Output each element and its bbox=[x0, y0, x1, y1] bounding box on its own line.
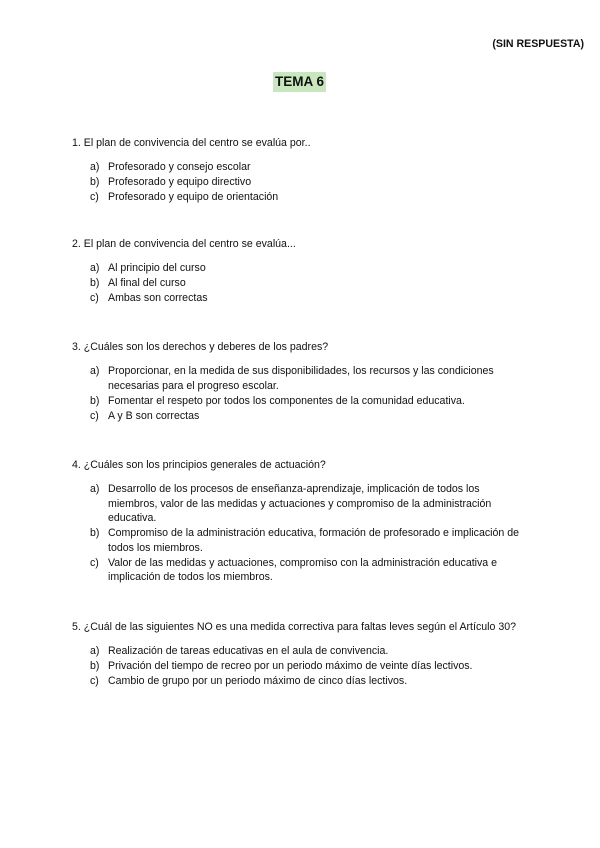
option-label: b) bbox=[90, 527, 100, 539]
option-a bbox=[72, 160, 530, 175]
option-label: a) bbox=[90, 365, 100, 377]
question-stem: 4. ¿Cuáles son los principios generales de actuación? bbox=[72, 459, 326, 471]
question-stem: 3. ¿Cuáles son los derechos y deberes de los padres? bbox=[72, 341, 329, 353]
option-text: Profesorado y consejo escolar bbox=[108, 161, 251, 173]
option-c bbox=[72, 556, 530, 585]
option-a bbox=[72, 261, 530, 276]
option-text: Desarrollo de los procesos de enseñanza-aprendizaje, implicación de todos los miembros, valor de las medidas y actuaciones y compromiso de la administración educativa. bbox=[108, 483, 492, 524]
question-stem: 1. El plan de convivencia del centro se evalúa por.. bbox=[72, 137, 311, 149]
question-stem: 5. ¿Cuál de las siguientes NO es una medida correctiva para faltas leves según el Artículo 30? bbox=[72, 621, 517, 633]
option-text: Fomentar el respeto por todos los componentes de la comunidad educativa. bbox=[108, 394, 465, 407]
option-text: Privación del tiempo de recreo por un periodo máximo de veinte días lectivos. bbox=[108, 660, 473, 672]
option-c bbox=[72, 674, 530, 689]
option-label: a) bbox=[90, 483, 100, 495]
question-4 bbox=[72, 458, 530, 585]
option-a bbox=[72, 482, 530, 526]
option-list bbox=[72, 482, 530, 585]
option-label: b) bbox=[90, 660, 100, 672]
option-list bbox=[72, 261, 530, 306]
option-c bbox=[72, 409, 530, 424]
no-answer-tag: (SIN RESPUESTA) bbox=[492, 38, 584, 50]
option-text: Valor de las medidas y actuaciones, compromiso con la administración educativa e implicación de todos los miembros. bbox=[108, 556, 498, 583]
option-b bbox=[72, 526, 530, 555]
option-text: Proporcionar, en la medida de sus disponibilidades, los recursos y las condiciones necesarias para el progreso escolar. bbox=[108, 365, 494, 392]
option-label: c) bbox=[90, 409, 99, 422]
question-2 bbox=[72, 237, 530, 306]
option-text: A y B son correctas bbox=[108, 409, 200, 422]
option-text: Realización de tareas educativas en el aula de convivencia. bbox=[108, 645, 389, 657]
option-label: a) bbox=[90, 161, 100, 173]
option-label: c) bbox=[90, 556, 99, 569]
option-a bbox=[72, 644, 530, 659]
option-text: Ambas son correctas bbox=[108, 292, 208, 304]
option-text: Profesorado y equipo directivo bbox=[108, 176, 252, 188]
question-1 bbox=[72, 136, 530, 205]
option-c bbox=[72, 291, 530, 306]
option-label: b) bbox=[90, 277, 100, 289]
question-3 bbox=[72, 340, 530, 424]
question-5 bbox=[72, 620, 530, 689]
option-label: c) bbox=[90, 191, 99, 203]
option-list bbox=[72, 644, 530, 689]
option-text: Profesorado y equipo de orientación bbox=[108, 191, 279, 203]
option-text: Al final del curso bbox=[108, 277, 186, 289]
option-b bbox=[72, 276, 530, 291]
option-text: Al principio del curso bbox=[108, 262, 206, 274]
option-list bbox=[72, 160, 530, 205]
option-a bbox=[72, 364, 530, 393]
question-stem: 2. El plan de convivencia del centro se evalúa... bbox=[72, 238, 296, 250]
option-b bbox=[72, 659, 530, 674]
option-label: a) bbox=[90, 645, 100, 657]
option-text: Cambio de grupo por un periodo máximo de cinco días lectivos. bbox=[108, 675, 408, 687]
option-b bbox=[72, 394, 530, 409]
option-label: a) bbox=[90, 262, 100, 274]
option-label: b) bbox=[90, 394, 100, 407]
option-b bbox=[72, 175, 530, 190]
page-title: TEMA 6 bbox=[273, 72, 326, 92]
option-label: c) bbox=[90, 292, 99, 304]
option-list bbox=[72, 364, 530, 423]
option-label: c) bbox=[90, 675, 99, 687]
option-c bbox=[72, 190, 530, 205]
option-label: b) bbox=[90, 176, 100, 188]
option-text: Compromiso de la administración educativa, formación de profesorado e implicación de todos los miembros. bbox=[108, 527, 520, 554]
